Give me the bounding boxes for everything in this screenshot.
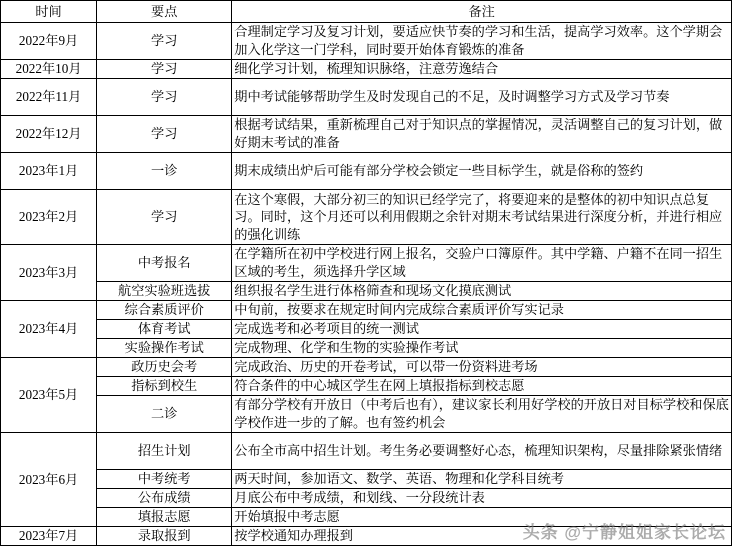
cell-note: 组织报名学生进行体格筛查和现场文化摸底测试 (232, 282, 732, 301)
cell-time: 2023年3月 (1, 245, 97, 301)
cell-note: 月底公布中考成绩，和划线、一分段统计表 (232, 489, 732, 508)
table-body (1, 23, 732, 546)
table-row (1, 301, 732, 320)
table-row (1, 282, 732, 301)
cell-note: 按学校通知办理报到 (232, 527, 732, 546)
table-row (1, 489, 732, 508)
cell-time: 2022年11月 (1, 79, 97, 116)
cell-note: 符合条件的中心城区学生在网上填报指标到校志愿 (232, 377, 732, 396)
cell-point: 填报志愿 (97, 508, 232, 527)
cell-point: 中考报名 (97, 245, 232, 282)
cell-point: 学习 (97, 190, 232, 245)
cell-time: 2023年5月 (1, 358, 97, 433)
table-row (1, 339, 732, 358)
cell-time: 2023年7月 (1, 527, 97, 546)
cell-point: 航空实验班选拔 (97, 282, 232, 301)
cell-point: 二诊 (97, 396, 232, 433)
table-row (1, 358, 732, 377)
header-row (1, 1, 732, 23)
cell-time: 2023年2月 (1, 190, 97, 245)
cell-point: 学习 (97, 79, 232, 116)
column-header-time: 时间 (1, 1, 97, 23)
cell-time: 2023年1月 (1, 153, 97, 190)
cell-time: 2022年12月 (1, 116, 97, 153)
cell-note: 中旬前，按要求在规定时间内完成综合素质评价写实记录 (232, 301, 732, 320)
table-row (1, 527, 732, 546)
table-row (1, 245, 732, 282)
cell-time: 2023年4月 (1, 301, 97, 358)
cell-note: 开始填报中考志愿 (232, 508, 732, 527)
cell-point: 政历史会考 (97, 358, 232, 377)
cell-note: 期中考试能够帮助学生及时发现自己的不足，及时调整学习方式及学习节奏 (232, 79, 732, 116)
cell-point: 指标到校生 (97, 377, 232, 396)
cell-note: 合理制定学习及复习计划，要适应快节奏的学习和生活，提高学习效率。这个学期会加入化学这一门学科，同时要开始体育锻炼的准备 (232, 23, 732, 60)
table-row (1, 470, 732, 489)
column-header-note: 备注 (232, 1, 732, 23)
table-row (1, 153, 732, 190)
cell-point: 体育考试 (97, 320, 232, 339)
table-row (1, 433, 732, 470)
cell-note: 完成选考和必考项目的统一测试 (232, 320, 732, 339)
cell-point: 录取报到 (97, 527, 232, 546)
cell-point: 实验操作考试 (97, 339, 232, 358)
cell-note: 完成物理、化学和生物的实验操作考试 (232, 339, 732, 358)
table-row (1, 508, 732, 527)
table-row (1, 116, 732, 153)
cell-point: 一诊 (97, 153, 232, 190)
column-header-point: 要点 (97, 1, 232, 23)
cell-point: 中考统考 (97, 470, 232, 489)
cell-point: 学习 (97, 60, 232, 79)
cell-note: 在学籍所在初中学校进行网上报名，交验户口簿原件。其中学籍、户籍不在同一招生区域的考生，须选择升学区域 (232, 245, 732, 282)
cell-note: 完成政治、历史的开卷考试，可以带一份资料进考场 (232, 358, 732, 377)
cell-note: 细化学习计划，梳理知识脉络，注意劳逸结合 (232, 60, 732, 79)
cell-point: 学习 (97, 23, 232, 60)
cell-note: 期末成绩出炉后可能有部分学校会锁定一些目标学生，就是俗称的签约 (232, 153, 732, 190)
cell-point: 公布成绩 (97, 489, 232, 508)
cell-note: 有部分学校有开放日（中考后也有），建议家长利用好学校的开放日对目标学校和保底学校作进一步的了解。也有签约机会 (232, 396, 732, 433)
cell-point: 学习 (97, 116, 232, 153)
cell-time: 2023年6月 (1, 433, 97, 527)
table-row (1, 23, 732, 60)
watermark-text: 头条 @宁静姐姐家长论坛 (522, 523, 726, 542)
table-row (1, 396, 732, 433)
table-row (1, 320, 732, 339)
table-row (1, 79, 732, 116)
cell-note: 两天时间，参加语文、数学、英语、物理和化学科目统考 (232, 470, 732, 489)
table-row (1, 60, 732, 79)
table-row (1, 190, 732, 245)
cell-time: 2022年10月 (1, 60, 97, 79)
cell-note: 公布全市高中招生计划。考生务必要调整好心态，梳理知识架构，尽量排除紧张情绪 (232, 433, 732, 470)
cell-note: 在这个寒假，大部分初三的知识已经学完了，将要迎来的是整体的初中知识点总复习。同时，这个月还可以利用假期之余针对期末考试结果进行深度分析，并进行相应的强化训练 (232, 190, 732, 245)
table-header (1, 1, 732, 23)
cell-point: 综合素质评价 (97, 301, 232, 320)
cell-time: 2022年9月 (1, 23, 97, 60)
cell-note: 根据考试结果，重新梳理自己对于知识点的掌握情况，灵活调整自己的复习计划，做好期末考试的准备 (232, 116, 732, 153)
table-row (1, 377, 732, 396)
cell-point: 招生计划 (97, 433, 232, 470)
